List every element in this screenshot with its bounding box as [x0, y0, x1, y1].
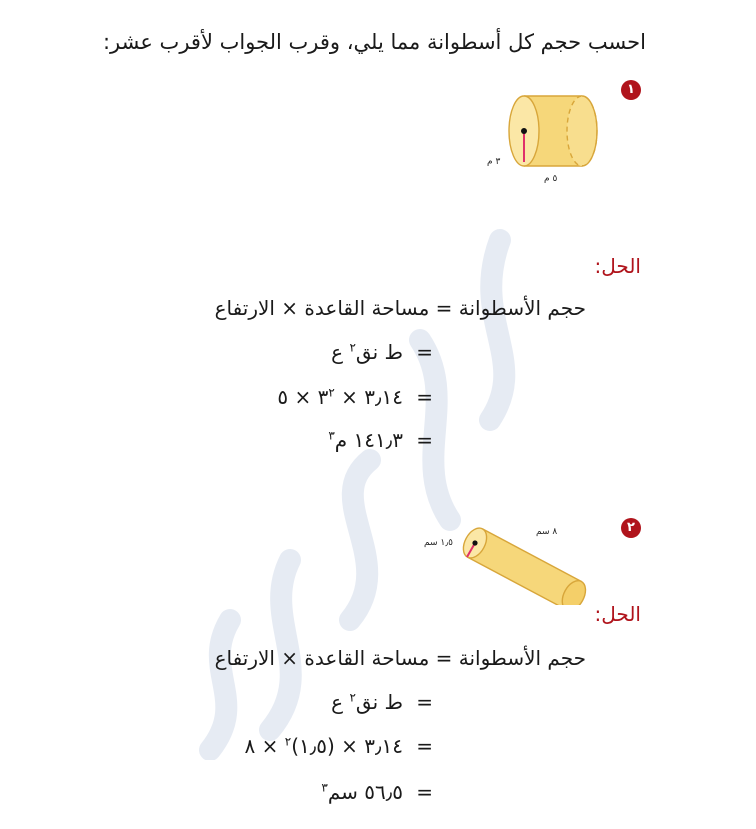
- cylinder-figure-2: [455, 515, 595, 605]
- solution-label: الحل:: [594, 254, 641, 278]
- step-substitution: ٣٫١٤ × $٣^٢$ × ٥: [277, 385, 403, 409]
- step-result: ١٤١٫٣ م$^٣$: [328, 428, 403, 452]
- cylinder-figure-1: [500, 90, 615, 185]
- equals-sign: =: [416, 734, 433, 758]
- problem-number-badge: ٢: [621, 518, 641, 538]
- volume-formula: حجم الأسطوانة = مساحة القاعدة × الارتفاع: [214, 296, 586, 320]
- solution-label: الحل:: [594, 602, 641, 626]
- equals-sign: =: [416, 690, 433, 714]
- equals-sign: =: [416, 385, 433, 409]
- radius-label: ٣ م: [487, 157, 501, 167]
- equals-sign: =: [416, 780, 433, 804]
- step-formula: ط نق$^٢$ ع: [331, 340, 403, 364]
- watermark: [170, 200, 570, 760]
- height-label: ٨ سم: [536, 527, 558, 537]
- equals-sign: =: [416, 340, 433, 364]
- problem-number-badge: ١: [621, 80, 641, 100]
- instruction-text: احسب حجم كل أسطوانة مما يلي، وقرب الجواب لأقرب عشر:: [102, 30, 646, 54]
- step-result: ٥٦٫٥ سم$^٣$: [321, 780, 403, 804]
- radius-label: ١٫٥ سم: [424, 538, 453, 548]
- volume-formula: حجم الأسطوانة = مساحة القاعدة × الارتفاع: [214, 646, 586, 670]
- step-formula: ط نق$^٢$ ع: [331, 690, 403, 714]
- step-substitution: ٣٫١٤ × (١٫٥)$^٢$ × ٨: [244, 734, 403, 758]
- height-label: ٥ م: [544, 174, 558, 184]
- equals-sign: =: [416, 428, 433, 452]
